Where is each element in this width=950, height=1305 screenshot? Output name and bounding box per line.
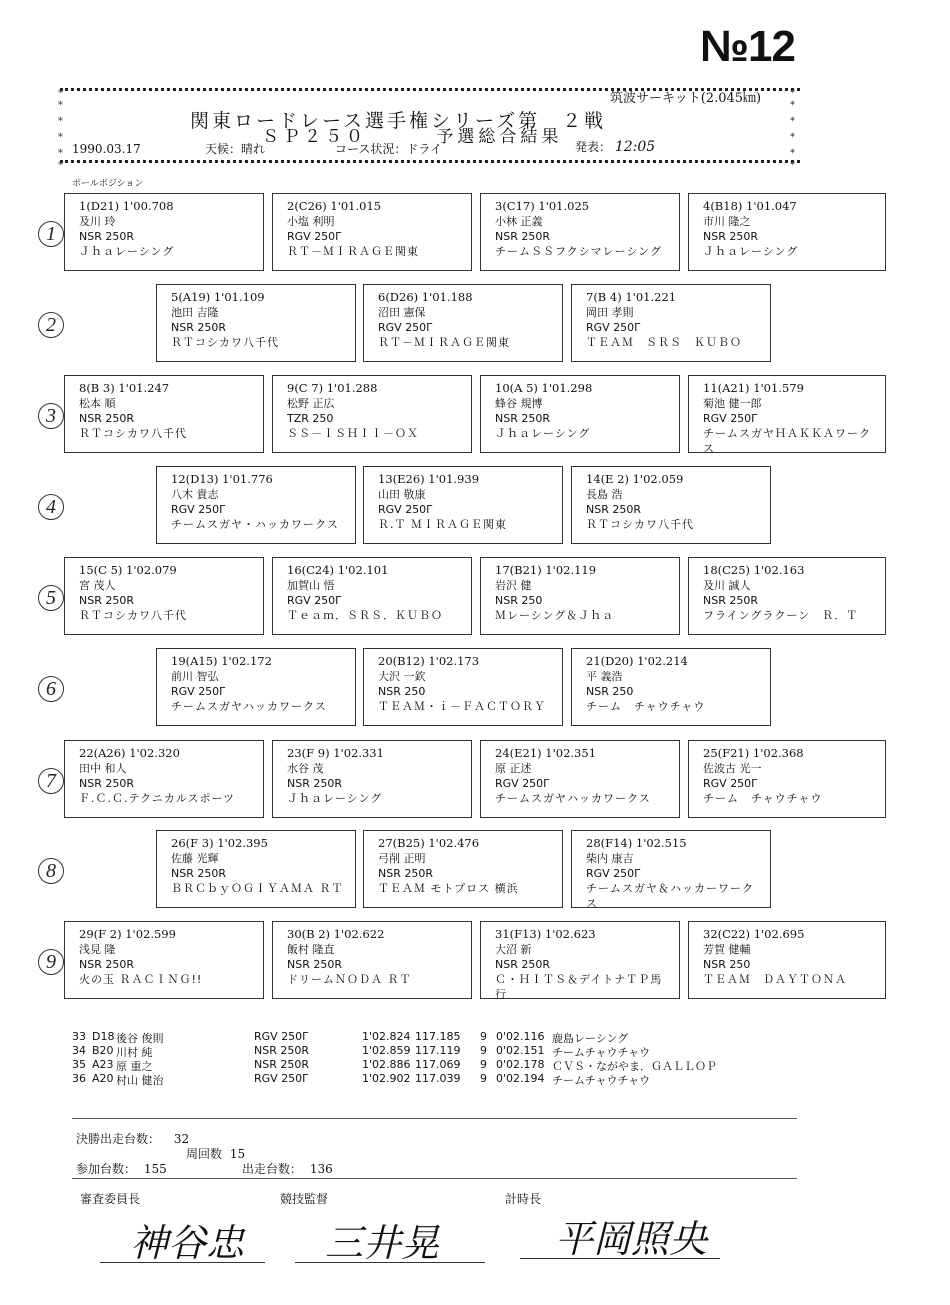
sig-line-2 <box>295 1262 485 1263</box>
divider-1 <box>72 1118 797 1119</box>
machine-name: RGV 250Γ <box>703 412 758 425</box>
grid-row-number: 4 <box>38 494 64 520</box>
nq-number: 34 <box>72 1044 86 1057</box>
nq-speed: 117.039 <box>415 1072 461 1085</box>
border-asterisk: * <box>790 160 795 171</box>
team-name: ＲＴコシカワ八千代 <box>586 518 694 531</box>
nq-time: 1'02.902 <box>362 1072 411 1085</box>
entry-position-time: 20(B12) 1'02.173 <box>378 654 480 668</box>
nq-time: 1'02.859 <box>362 1044 411 1057</box>
entry-position-time: 28(F14) 1'02.515 <box>586 836 687 850</box>
sig-line-1 <box>100 1262 265 1263</box>
rider-name: 市川 隆之 <box>703 215 751 228</box>
rider-name: 平 義浩 <box>586 670 623 683</box>
rider-name: 水谷 茂 <box>287 762 324 775</box>
entry-position-time: 31(F13) 1'02.623 <box>495 927 596 941</box>
machine-name: NSR 250R <box>171 867 226 880</box>
signature-chair: 神谷忠 <box>130 1221 245 1265</box>
grid-entry <box>480 557 680 635</box>
grid-entry <box>480 740 680 818</box>
machine-name: NSR 250R <box>79 230 134 243</box>
rider-name: 及川 誠人 <box>703 579 751 592</box>
header-border-bottom <box>60 160 800 163</box>
grid-row-number: 7 <box>38 768 64 794</box>
machine-name: NSR 250R <box>378 867 433 880</box>
nq-name: 原 重之 <box>116 1060 153 1073</box>
team-name: チームスガヤハッカワークス <box>171 700 327 713</box>
machine-name: NSR 250R <box>703 594 758 607</box>
event-date: 1990.03.17 <box>72 142 141 156</box>
machine-name: NSR 250R <box>79 594 134 607</box>
grid-entry <box>688 921 886 999</box>
rider-name: 岡田 孝則 <box>586 306 634 319</box>
entry-position-time: 4(B18) 1'01.047 <box>703 199 797 213</box>
grid-entry <box>156 648 356 726</box>
grid-entry <box>156 466 356 544</box>
machine-name: NSR 250R <box>495 230 550 243</box>
timekeeper-label: 計時長 <box>505 1192 542 1206</box>
laps-value: 15 <box>229 1147 246 1161</box>
team-name: Ｊｈａレーシング <box>79 245 175 258</box>
machine-name: NSR 250R <box>79 777 134 790</box>
nq-machine: RGV 250Γ <box>254 1072 309 1085</box>
grid-row-number: 2 <box>38 312 64 338</box>
rider-name: 柴内 康吉 <box>586 852 634 865</box>
nq-time: 1'02.824 <box>362 1030 411 1043</box>
grid-entry <box>272 921 472 999</box>
nq-team: チームチャウチャウ <box>552 1046 651 1059</box>
nq-laps: 9 <box>480 1072 487 1085</box>
team-name: チームスガヤ＆ハッカーワークス <box>586 882 754 910</box>
grid-entry <box>688 375 886 453</box>
border-asterisk: * <box>790 132 795 143</box>
rider-name: 小林 正義 <box>495 215 543 228</box>
machine-name: RGV 250Γ <box>171 685 226 698</box>
grid-entry <box>363 284 563 362</box>
grid-entry <box>363 466 563 544</box>
machine-name: NSR 250 <box>703 958 751 971</box>
entry-position-time: 24(E21) 1'02.351 <box>495 746 597 760</box>
border-asterisk: * <box>58 148 63 159</box>
rider-name: 芳賀 健輔 <box>703 943 751 956</box>
nq-name: 村山 健治 <box>116 1074 164 1087</box>
finals-count <box>76 1130 189 1147</box>
grid-row-number: 1 <box>38 221 64 247</box>
nq-number: 33 <box>72 1030 86 1043</box>
team-name: Ｃ・ＨＩＴＳ＆デイトナＴＰ馬行 <box>495 973 663 1001</box>
team-name: ＲＴコシカワ八千代 <box>171 336 279 349</box>
rider-name: 及川 玲 <box>79 215 116 228</box>
border-asterisk: * <box>58 100 63 111</box>
grid-entry <box>571 466 771 544</box>
grid-entry <box>571 830 771 908</box>
grid-entry <box>156 284 356 362</box>
entry-position-time: 1(D21) 1'00.708 <box>79 199 174 213</box>
result-title: 予選総合結果 <box>436 127 563 147</box>
team-name: フライングラクーン Ｒ．Ｔ <box>703 609 859 622</box>
entry-position-time: 17(B21) 1'02.119 <box>495 563 597 577</box>
entry-position-time: 18(C25) 1'02.163 <box>703 563 805 577</box>
series-title: 関東ロードレース選手権シリーズ第 ２戦 <box>190 110 607 132</box>
nq-laps: 9 <box>480 1058 487 1071</box>
machine-name: RGV 250Γ <box>378 503 433 516</box>
entry-position-time: 21(D20) 1'02.214 <box>586 654 688 668</box>
nq-speed: 117.119 <box>415 1044 461 1057</box>
entry-position-time: 16(C24) 1'02.101 <box>287 563 389 577</box>
entry-position-time: 2(C26) 1'01.015 <box>287 199 382 213</box>
nq-gap: 0'02.151 <box>496 1044 545 1057</box>
team-name: チームスガヤハッカワークス <box>495 792 651 805</box>
machine-name: NSR 250 <box>378 685 426 698</box>
machine-name: RGV 250Γ <box>287 594 342 607</box>
machine-name: TZR 250 <box>287 412 334 425</box>
chair-label: 審査委員長 <box>80 1192 141 1206</box>
nq-laps: 9 <box>480 1030 487 1043</box>
entry-position-time: 12(D13) 1'01.776 <box>171 472 273 486</box>
machine-name: NSR 250R <box>495 958 550 971</box>
nq-id: A20 <box>92 1072 114 1085</box>
nq-id: B20 <box>92 1044 114 1057</box>
grid-entry <box>480 193 680 271</box>
nq-id: A23 <box>92 1058 114 1071</box>
machine-name: RGV 250Γ <box>378 321 433 334</box>
grid-row-number: 3 <box>38 403 64 429</box>
border-asterisk: * <box>790 116 795 127</box>
entry-position-time: 13(E26) 1'01.939 <box>378 472 480 486</box>
team-name: Ｆ.Ｃ.Ｃ.テクニカルスポーツ <box>79 792 236 805</box>
grid-entry <box>64 921 264 999</box>
grid-entry <box>480 375 680 453</box>
sig-line-3 <box>520 1258 720 1259</box>
machine-name: RGV 250Γ <box>495 777 550 790</box>
rider-name: 佐藤 光輝 <box>171 852 219 865</box>
nq-gap: 0'02.194 <box>496 1072 545 1085</box>
rider-name: 池田 吉隆 <box>171 306 219 319</box>
entry-position-time: 9(C 7) 1'01.288 <box>287 381 378 395</box>
border-asterisk: * <box>58 160 63 171</box>
entry-position-time: 6(D26) 1'01.188 <box>378 290 473 304</box>
team-name: チーム チャウチャウ <box>586 700 706 713</box>
grid-entry <box>156 830 356 908</box>
machine-name: NSR 250R <box>171 321 226 334</box>
team-name: ＲＴ－ＭＩＲＡＧＥ関東 <box>378 336 510 349</box>
team-name: ＴＥＡＭ・ｉ－ＦＡＣＴＯＲＹ <box>378 700 546 713</box>
machine-name: NSR 250R <box>287 777 342 790</box>
entry-position-time: 22(A26) 1'02.320 <box>79 746 180 760</box>
rider-name: 大沢 一欽 <box>378 670 426 683</box>
starters-label: 出走台数： <box>242 1162 303 1176</box>
team-name: チーム チャウチャウ <box>703 792 823 805</box>
nq-time: 1'02.886 <box>362 1058 411 1071</box>
finals-label: 決勝出走台数： <box>76 1132 161 1146</box>
rider-name: 佐波古 光一 <box>703 762 762 775</box>
divider-2 <box>72 1178 797 1179</box>
grid-entry <box>571 648 771 726</box>
starters-value: 136 <box>309 1162 333 1176</box>
nq-id: D18 <box>92 1030 115 1043</box>
nq-team: チームチャウチャウ <box>552 1074 651 1087</box>
machine-name: NSR 250R <box>586 503 641 516</box>
team-name: Ｊｈａレーシング <box>495 427 591 440</box>
border-asterisk: * <box>790 100 795 111</box>
rider-name: 長島 浩 <box>586 488 623 501</box>
grid-entry <box>272 740 472 818</box>
grid-entry <box>64 375 264 453</box>
team-name: ＴＥＡＭ モトプロス 横浜 <box>378 882 519 895</box>
entries-count <box>76 1160 167 1177</box>
rider-name: 田中 和人 <box>79 762 127 775</box>
entry-position-time: 30(B 2) 1'02.622 <box>287 927 385 941</box>
team-name: チームスガヤ・ハッカワークス <box>171 518 339 531</box>
team-name: ＢＲＣｂｙＯＧＩＹＡＭＡ ＲＴ <box>171 882 344 895</box>
grid-entry <box>571 284 771 362</box>
signature-timekeeper: 平岡照央 <box>555 1217 708 1261</box>
director-label: 競技監督 <box>280 1192 329 1206</box>
machine-name: RGV 250Γ <box>703 777 758 790</box>
team-name: ＲＴ－ＭＩＲＡＧＥ関東 <box>287 245 419 258</box>
grid-row-number: 8 <box>38 858 64 884</box>
grid-entry <box>688 557 886 635</box>
team-name: チームスガヤＨＡＫＫＡワークス <box>703 427 871 455</box>
team-name: Ｔｅａｍ．ＳＲＳ．ＫＵＢＯ <box>287 609 443 622</box>
machine-name: RGV 250Γ <box>171 503 226 516</box>
grid-row-number: 6 <box>38 676 64 702</box>
rider-name: 浅見 隆 <box>79 943 116 956</box>
nq-gap: 0'02.178 <box>496 1058 545 1071</box>
nq-number: 35 <box>72 1058 86 1071</box>
entry-position-time: 10(A 5) 1'01.298 <box>495 381 593 395</box>
nq-machine: NSR 250R <box>254 1058 309 1071</box>
grid-entry <box>688 193 886 271</box>
entry-position-time: 3(C17) 1'01.025 <box>495 199 590 213</box>
entry-position-time: 11(A21) 1'01.579 <box>703 381 804 395</box>
rider-name: 宮 茂人 <box>79 579 116 592</box>
team-name: Ｒ.Ｔ ＭＩＲＡＧＥ関東 <box>378 518 507 531</box>
rider-name: 沼田 憲保 <box>378 306 426 319</box>
entries-value: 155 <box>143 1162 167 1176</box>
team-name: 火の玉 ＲＡＣＩＮＧ!! <box>79 973 203 986</box>
entries-label: 参加台数： <box>76 1162 137 1176</box>
rider-name: 山田 敬康 <box>378 488 426 501</box>
announce-time: 12:05 <box>614 139 656 155</box>
machine-name: NSR 250 <box>495 594 543 607</box>
grid-entry <box>272 557 472 635</box>
machine-name: NSR 250 <box>586 685 634 698</box>
entry-position-time: 5(A19) 1'01.109 <box>171 290 265 304</box>
nq-speed: 117.069 <box>415 1058 461 1071</box>
signature-director: 三井晃 <box>325 1221 440 1265</box>
rider-name: 松野 正広 <box>287 397 335 410</box>
announce-label-text: 発表： <box>575 140 612 154</box>
nq-machine: RGV 250Γ <box>254 1030 309 1043</box>
grid-row-number: 9 <box>38 949 64 975</box>
nq-team: 鹿島レーシング <box>552 1032 629 1045</box>
nq-team: ＣＶＳ・ながやま．ＧＡＬＬＯＰ <box>552 1060 717 1073</box>
grid-entry <box>64 740 264 818</box>
entry-position-time: 32(C22) 1'02.695 <box>703 927 805 941</box>
grid-row-number: 5 <box>38 585 64 611</box>
entry-position-time: 26(F 3) 1'02.395 <box>171 836 268 850</box>
entry-position-time: 29(F 2) 1'02.599 <box>79 927 176 941</box>
nq-machine: NSR 250R <box>254 1044 309 1057</box>
rider-name: 蜂谷 規博 <box>495 397 543 410</box>
rider-name: 弓削 正明 <box>378 852 426 865</box>
grid-entry <box>688 740 886 818</box>
team-name: Ｊｈａレーシング <box>287 792 383 805</box>
border-asterisk: * <box>58 116 63 127</box>
team-name: ＴＥＡＭ ＳＲＳ ＫＵＢＯ <box>586 336 742 349</box>
document-number: №12 <box>700 22 795 71</box>
rider-name: 大沼 新 <box>495 943 532 956</box>
rider-name: 小塩 利明 <box>287 215 335 228</box>
weather: 天候：晴れ <box>205 142 266 156</box>
laps-label: 周回数 <box>186 1147 223 1161</box>
nq-laps: 9 <box>480 1044 487 1057</box>
nq-number: 36 <box>72 1072 86 1085</box>
machine-name: RGV 250Γ <box>586 867 641 880</box>
entry-position-time: 19(A15) 1'02.172 <box>171 654 272 668</box>
team-name: ＲＴコシカワ八千代 <box>79 609 187 622</box>
rider-name: 飯村 隆直 <box>287 943 335 956</box>
team-name: ＲＴコシカワ八千代 <box>79 427 187 440</box>
nq-speed: 117.185 <box>415 1030 461 1043</box>
nq-name: 後谷 俊則 <box>116 1032 164 1045</box>
grid-entry <box>363 648 563 726</box>
entry-position-time: 14(E 2) 1'02.059 <box>586 472 684 486</box>
machine-name: NSR 250R <box>287 958 342 971</box>
rider-name: 八木 貴志 <box>171 488 219 501</box>
rider-name: 原 正述 <box>495 762 532 775</box>
team-name: ＴＥＡＭ ＤＡＹＴＯＮＡ <box>703 973 847 986</box>
grid-entry <box>363 830 563 908</box>
machine-name: NSR 250R <box>79 412 134 425</box>
border-asterisk: * <box>790 88 795 99</box>
team-name: ＳＳ－ＩＳＨＩＩ－ＯＸ <box>287 427 419 440</box>
circuit-name: 筑波サーキット(2.045㎞) <box>610 91 762 106</box>
rider-name: 菊池 健一郎 <box>703 397 762 410</box>
entry-position-time: 27(B25) 1'02.476 <box>378 836 480 850</box>
rider-name: 加賀山 悟 <box>287 579 335 592</box>
grid-entry <box>64 557 264 635</box>
nq-gap: 0'02.116 <box>496 1030 545 1043</box>
announce-label <box>575 138 655 155</box>
entry-position-time: 15(C 5) 1'02.079 <box>79 563 177 577</box>
entry-position-time: 23(F 9) 1'02.331 <box>287 746 384 760</box>
machine-name: RGV 250Γ <box>586 321 641 334</box>
team-name: ドリームＮＯＤＡ ＲＴ <box>287 973 412 986</box>
laps-count <box>186 1145 245 1162</box>
machine-name: RGV 250Γ <box>287 230 342 243</box>
grid-entry <box>272 193 472 271</box>
team-name: Ｍレーシング＆Ｊｈａ <box>495 609 615 622</box>
rider-name: 岩沢 健 <box>495 579 532 592</box>
border-asterisk: * <box>58 88 63 99</box>
pole-position-label: ポールポジション <box>72 179 144 189</box>
team-name: チームＳＳフクシマレーシング <box>495 245 662 258</box>
entry-position-time: 8(B 3) 1'01.247 <box>79 381 170 395</box>
grid-entry <box>272 375 472 453</box>
course-condition: コース状況：ドライ <box>335 142 443 156</box>
entry-position-time: 25(F21) 1'02.368 <box>703 746 804 760</box>
machine-name: NSR 250R <box>703 230 758 243</box>
grid-entry <box>480 921 680 999</box>
finals-value: 32 <box>173 1132 190 1146</box>
entry-position-time: 7(B 4) 1'01.221 <box>586 290 677 304</box>
machine-name: NSR 250R <box>495 412 550 425</box>
team-name: Ｊｈａレーシング <box>703 245 799 258</box>
border-asterisk: * <box>790 148 795 159</box>
rider-name: 前川 智弘 <box>171 670 219 683</box>
rider-name: 松本 順 <box>79 397 116 410</box>
border-asterisk: * <box>58 132 63 143</box>
nq-name: 川村 純 <box>116 1046 153 1059</box>
class-name: ＳＰ２５０ <box>262 127 367 147</box>
starters-count <box>242 1160 333 1177</box>
grid-entry <box>64 193 264 271</box>
machine-name: NSR 250R <box>79 958 134 971</box>
